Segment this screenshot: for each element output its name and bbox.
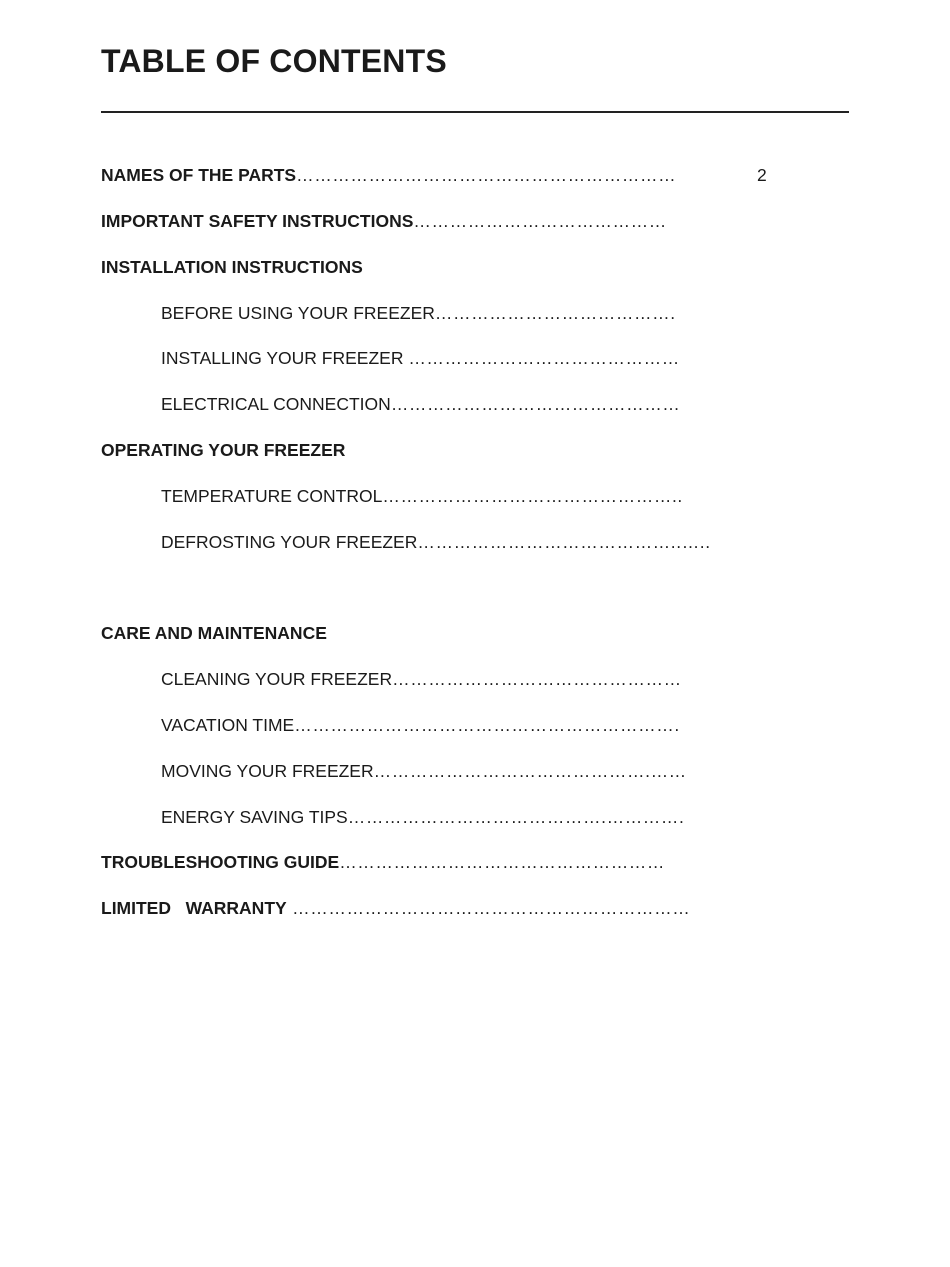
toc-entry-names-of-the-parts[interactable] bbox=[101, 163, 676, 187]
toc-entry-label: OPERATING YOUR FREEZER bbox=[101, 440, 346, 460]
toc-dot-leader: ………………………………………… bbox=[390, 394, 681, 414]
toc-entry-moving-your-freezer[interactable] bbox=[161, 759, 687, 783]
toc-section-operating-your-freezer[interactable] bbox=[101, 438, 345, 462]
toc-entry-label: INSTALLATION INSTRUCTIONS bbox=[101, 257, 363, 277]
toc-dot-leader: ……………………………………… bbox=[408, 348, 680, 368]
toc-entry-label: TEMPERATURE CONTROL bbox=[161, 486, 383, 506]
toc-page-number: 2 bbox=[757, 165, 767, 185]
toc-entry-cleaning-your-freezer[interactable] bbox=[161, 667, 682, 691]
toc-dot-leader: ………………………………………………………. bbox=[294, 715, 680, 735]
toc-entry-energy-saving-tips[interactable] bbox=[161, 805, 684, 829]
toc-dot-leader: ………………………………………………………… bbox=[286, 898, 691, 918]
toc-dot-leader: …………………………………….…………. bbox=[347, 807, 685, 827]
toc-entry-label: CLEANING YOUR FREEZER bbox=[161, 669, 393, 689]
toc-dot-leader: ……………………………………………… bbox=[339, 852, 666, 872]
toc-entry-limited-warranty[interactable] bbox=[101, 896, 690, 920]
toc-entry-troubleshooting-guide[interactable] bbox=[101, 850, 665, 874]
toc-entry-label: NAMES OF THE PARTS bbox=[101, 165, 297, 185]
toc-dot-leader: ……………………………………..….. bbox=[417, 532, 711, 552]
toc-entry-label: DEFROSTING YOUR FREEZER bbox=[161, 532, 418, 552]
toc-entry-label: INSTALLING YOUR FREEZER bbox=[161, 348, 409, 368]
toc-entry-electrical-connection[interactable] bbox=[161, 392, 680, 416]
toc-entry-important-safety-instructions[interactable] bbox=[101, 209, 667, 233]
toc-dot-leader: ………………………………………… bbox=[392, 669, 682, 689]
toc-section-installation-instructions[interactable] bbox=[101, 255, 363, 279]
toc-entry-vacation-time[interactable] bbox=[161, 713, 680, 737]
toc-entry-label: BEFORE USING YOUR FREEZER bbox=[161, 303, 435, 323]
toc-entry-before-using-your-freezer[interactable] bbox=[161, 301, 676, 325]
toc-entry-label: TROUBLESHOOTING GUIDE bbox=[101, 852, 340, 872]
toc-dot-leader: …………………………………. bbox=[434, 303, 676, 323]
toc-entry-label: CARE AND MAINTENANCE bbox=[101, 623, 327, 643]
toc-dot-leader: …………………………………… bbox=[413, 211, 667, 231]
toc-entry-label: VACATION TIME bbox=[161, 715, 295, 735]
toc-entry-label: MOVING YOUR FREEZER bbox=[161, 761, 374, 781]
toc-entry-defrosting-your-freezer[interactable] bbox=[161, 530, 711, 554]
toc-entry-label: ELECTRICAL CONNECTION bbox=[161, 394, 391, 414]
toc-entry-label: IMPORTANT SAFETY INSTRUCTIONS bbox=[101, 211, 414, 231]
toc-entry-label: ENERGY SAVING TIPS bbox=[161, 807, 348, 827]
toc-entry-installing-your-freezer[interactable] bbox=[161, 346, 680, 370]
toc-entry-temperature-control[interactable] bbox=[161, 484, 683, 508]
toc-entry-label: LIMITED WARRANTY bbox=[101, 898, 287, 918]
toc-section-care-and-maintenance[interactable] bbox=[101, 621, 327, 645]
toc-dot-leader: ……………………………………………………… bbox=[296, 165, 677, 185]
page-title: TABLE OF CONTENTS bbox=[101, 43, 447, 79]
toc-dot-leader: ……………………………………….…… bbox=[373, 761, 687, 781]
toc-dot-leader: ………………………………………….. bbox=[382, 486, 683, 506]
